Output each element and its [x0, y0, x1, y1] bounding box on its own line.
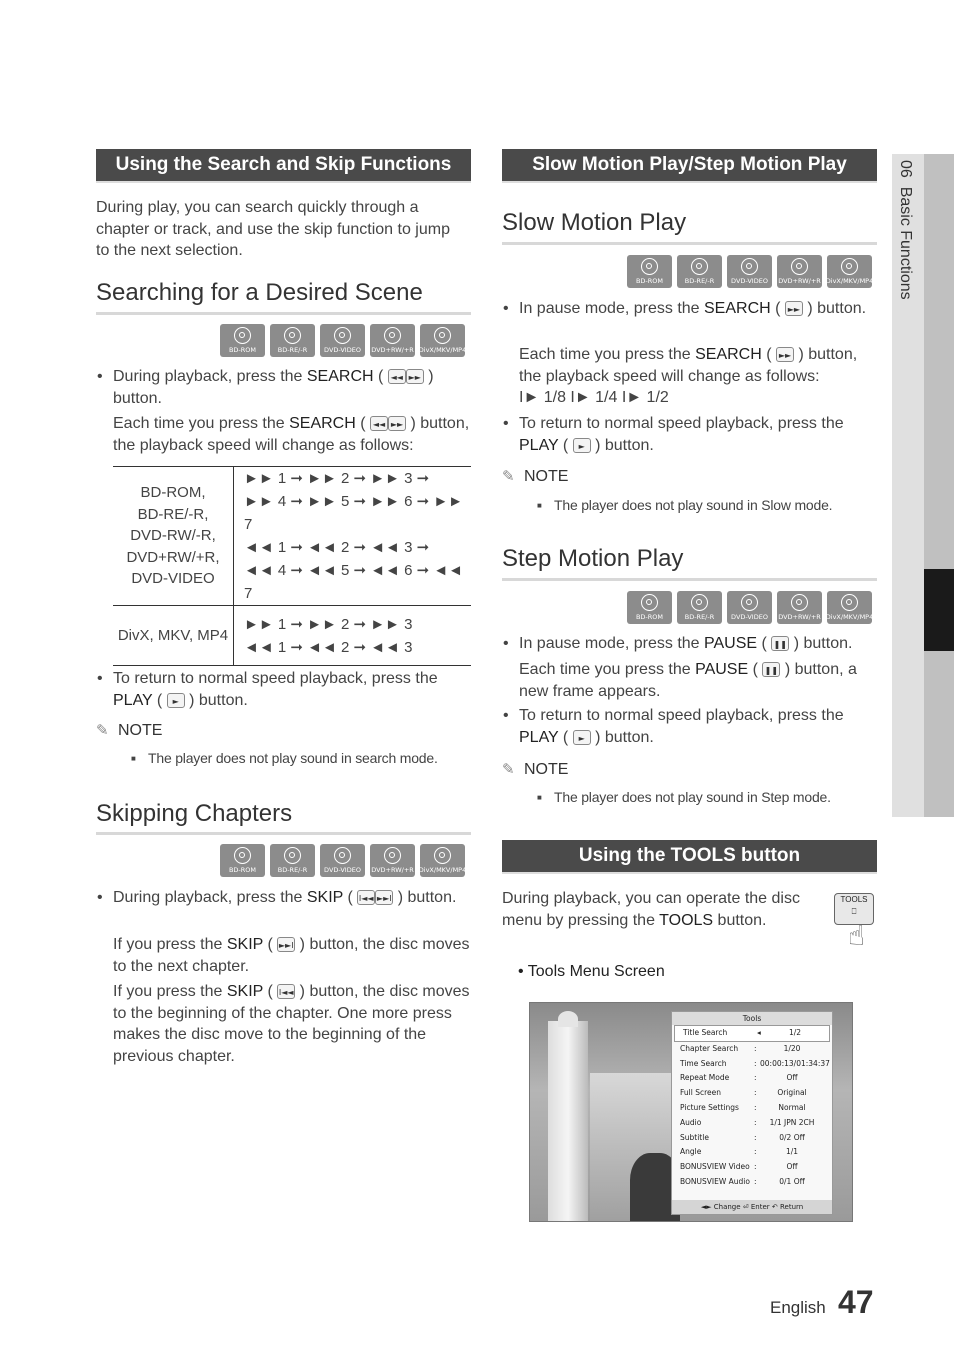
- tools-menu-row[interactable]: [672, 1057, 832, 1072]
- tools-menu-separator: :: [754, 1058, 757, 1068]
- disc-icons-search: [220, 324, 465, 357]
- heading-rule: [96, 832, 471, 835]
- bd-rom-disc-icon: BD-ROM: [220, 844, 265, 877]
- tools-menu-label: Audio: [680, 1117, 702, 1127]
- tools-menu-label: Subtitle: [680, 1132, 709, 1142]
- tools-menu-label: BONUSVIEW Audio: [680, 1176, 750, 1186]
- bd-re-disc-icon: BD-RE/-R: [270, 324, 315, 357]
- search-skip-intro: During play, you can search quickly through a chapter or track, and use the skip function to jump to the next selection.: [96, 199, 450, 259]
- skip-forward-icon: ►►I: [277, 937, 295, 952]
- step-bullet-1-sub: Each time you press the PAUSE ( ❚❚ ) button, a new frame appears.: [519, 661, 857, 700]
- tools-menu-label: Repeat Mode: [680, 1073, 730, 1083]
- search-bullet-1-sub: Each time you press the SEARCH ( ◄◄ ►► ) button, the playback speed will change as follows:: [113, 415, 470, 454]
- tools-menu-row[interactable]: [672, 1116, 832, 1131]
- tools-menu-label: BONUSVIEW Video: [680, 1162, 750, 1172]
- side-tab-strip: [924, 154, 954, 817]
- page-number: 47: [838, 1284, 874, 1320]
- note-heading-slow: ✎ NOTE: [502, 468, 569, 485]
- rewind-icon: ◄◄: [370, 416, 388, 431]
- pencil-icon: ✎: [502, 468, 515, 485]
- tools-bullet: • Tools Menu Screen: [518, 963, 665, 980]
- tools-menu-value: 1/20: [783, 1043, 801, 1053]
- slow-bullet-1: • In pause mode, press the SEARCH ( ►► ) button.: [519, 298, 879, 320]
- tools-menu-value: Original: [777, 1088, 807, 1098]
- step-bullet-2: • To return to normal speed playback, press the PLAY ( ► ) button.: [519, 705, 879, 748]
- fast-forward-icon: ►►: [406, 369, 424, 384]
- tools-menu-row[interactable]: [672, 1071, 832, 1086]
- dvd-video-disc-icon: DVD-VIDEO: [320, 324, 365, 357]
- dvd-rw-disc-icon: DVD+RW/+R: [370, 324, 415, 357]
- skip-bullet-1: • During playback, press the SKIP ( I◄◄ ►►I ) button.: [113, 887, 473, 909]
- pause-icon: ❚❚: [762, 662, 780, 677]
- play-icon: ►: [167, 693, 185, 708]
- bd-re-disc-icon: BD-RE/-R: [270, 844, 315, 877]
- heading-rule: [502, 242, 877, 245]
- tools-menu-separator: :: [754, 1132, 757, 1142]
- divx-disc-icon: DivX/MKV/MP4: [827, 591, 872, 624]
- skip-para-2: If you press the SKIP ( ►►I ) button, the disc moves to the next chapter.: [113, 936, 470, 975]
- section-header-slow-step: Slow Motion Play/Step Motion Play: [502, 149, 877, 183]
- note-heading-step: ✎ NOTE: [502, 761, 569, 778]
- minaret-image: [548, 1021, 588, 1221]
- search-bullet-1: • During playback, press the SEARCH ( ◄◄ ►► ) button.: [113, 366, 473, 409]
- tools-menu-value: 0/2 Off: [779, 1132, 805, 1142]
- skip-back-icon: I◄◄: [277, 984, 295, 999]
- rewind-icon: ◄◄: [388, 369, 406, 384]
- table-cell-speeds: ►► 1 ➞ ►► 2 ➞ ►► 3 ◄◄ 1 ➞ ◄◄ 2 ➞ ◄◄ 3: [234, 606, 472, 666]
- tools-menu-separator: :: [754, 1162, 757, 1172]
- tools-intro: During playback, you can operate the disc menu by pressing the TOOLS button.: [502, 890, 800, 929]
- bd-re-disc-icon: BD-RE/-R: [677, 591, 722, 624]
- dvd-video-disc-icon: DVD-VIDEO: [727, 255, 772, 288]
- tools-menu-value: Off: [786, 1162, 798, 1172]
- tools-menu-value: 0/1 Off: [779, 1176, 805, 1186]
- tools-menu-separator: :: [754, 1147, 757, 1157]
- dvd-video-disc-icon: DVD-VIDEO: [320, 844, 365, 877]
- tools-menu-separator: :: [754, 1088, 757, 1098]
- tools-menu-value: 1/1 JPN 2CH: [769, 1117, 815, 1127]
- skip-para-3: If you press the SKIP ( I◄◄ ) button, the disc moves to the beginning of the chapter. One more press makes the disc move to the beginning of the previous chapter.: [113, 983, 470, 1065]
- pencil-icon: ✎: [96, 722, 109, 739]
- slow-speed-sequence: I► 1/8 I► 1/4 I► 1/2: [519, 389, 669, 406]
- tools-menu-separator: :: [754, 1117, 757, 1127]
- disc-icons-slow: [627, 255, 872, 288]
- disc-icons-step: [627, 591, 872, 624]
- heading-skipping-chapters: Skipping Chapters: [96, 800, 293, 827]
- tools-menu-label: Full Screen: [680, 1088, 721, 1098]
- tools-menu-row[interactable]: [672, 1131, 832, 1146]
- side-tab-marker: [924, 569, 954, 651]
- pause-icon: ❚❚: [771, 636, 789, 651]
- fast-forward-icon: ►►: [785, 301, 803, 316]
- tools-menu-separator: :: [754, 1043, 757, 1053]
- tools-menu-screenshot: [529, 1002, 853, 1222]
- dvd-rw-disc-icon: DVD+RW/+R: [777, 255, 822, 288]
- tools-menu-value: 1/2: [788, 1028, 802, 1037]
- slow-bullet-1-sub: Each time you press the SEARCH ( ►► ) button, the playback speed will change as follows: I► 1/8 I► 1/4 I► 1/2: [519, 346, 858, 406]
- side-tab-text: [896, 160, 914, 300]
- search-speed-table: [113, 466, 471, 666]
- tools-menu-value: Off: [786, 1073, 798, 1083]
- tools-menu-row[interactable]: [672, 1042, 832, 1057]
- pencil-icon: ✎: [502, 761, 515, 778]
- slow-bullet-2: • To return to normal speed playback, press the PLAY ( ► ) button.: [519, 413, 879, 456]
- tools-menu-separator: ◂: [757, 1028, 761, 1037]
- tools-menu-footer: ◄► Change ⏎ Enter ↶ Return: [672, 1200, 832, 1214]
- table-row: [113, 467, 471, 606]
- tools-menu-value: Normal: [778, 1102, 806, 1112]
- tools-menu-value: 00:00:13/01:34:37: [760, 1058, 830, 1068]
- heading-step-motion: Step Motion Play: [502, 545, 684, 572]
- table-row: [113, 606, 471, 666]
- footer-language: English: [770, 1298, 826, 1317]
- search-bullet-2: • To return to normal speed playback, press the PLAY ( ► ) button.: [113, 668, 473, 711]
- tools-menu-row[interactable]: [672, 1175, 832, 1190]
- tools-menu-separator: :: [754, 1073, 757, 1083]
- heading-slow-motion: Slow Motion Play: [502, 209, 687, 236]
- tools-remote-icon: [834, 893, 874, 955]
- tools-menu-label: Picture Settings: [680, 1102, 739, 1112]
- tools-menu-row[interactable]: [672, 1145, 832, 1160]
- tools-menu-panel: [671, 1011, 833, 1215]
- tools-menu-label: Time Search: [680, 1058, 727, 1068]
- fast-forward-icon: ►►: [388, 416, 406, 431]
- tools-button-icon: TOOLS ⎕: [834, 893, 874, 925]
- bd-rom-disc-icon: BD-ROM: [220, 324, 265, 357]
- tools-menu-row[interactable]: [674, 1025, 830, 1042]
- skip-back-icon: I◄◄: [357, 890, 375, 905]
- note-search: ■ The player does not play sound in search mode.: [148, 750, 438, 766]
- chapter-side-tab: [892, 154, 954, 817]
- play-icon: ►: [573, 438, 591, 453]
- chapter-title: Basic Functions: [897, 186, 914, 300]
- bd-re-disc-icon: BD-RE/-R: [677, 255, 722, 288]
- tools-menu-rows: [672, 1025, 832, 1190]
- tools-menu-row[interactable]: [672, 1160, 832, 1175]
- tools-menu-label: Angle: [680, 1147, 702, 1157]
- table-cell-discs: BD-ROM, BD-RE/-R, DVD-RW/-R, DVD+RW/+R, DVD-VIDEO: [113, 467, 234, 606]
- tools-menu-row[interactable]: [672, 1086, 832, 1101]
- divx-disc-icon: DivX/MKV/MP4: [420, 324, 465, 357]
- heading-rule: [96, 312, 471, 315]
- tools-menu-separator: :: [754, 1176, 757, 1186]
- hand-icon: ☝: [848, 920, 866, 951]
- note-step: ■ The player does not play sound in Step mode.: [554, 789, 831, 805]
- tools-menu-value: 1/1: [785, 1147, 799, 1157]
- note-heading-search: ✎ NOTE: [96, 722, 163, 739]
- bd-rom-disc-icon: BD-ROM: [627, 255, 672, 288]
- heading-searching-scene: Searching for a Desired Scene: [96, 279, 423, 306]
- disc-icons-skip: [220, 844, 465, 877]
- dvd-video-disc-icon: DVD-VIDEO: [727, 591, 772, 624]
- tools-menu-title: Tools: [672, 1012, 832, 1025]
- minaret-dome: [558, 1011, 578, 1027]
- section-header-search-skip: Using the Search and Skip Functions: [96, 149, 471, 183]
- step-bullet-1: • In pause mode, press the PAUSE ( ❚❚ ) button.: [519, 633, 879, 655]
- section-header-tools: Using the TOOLS button: [502, 840, 877, 874]
- table-cell-speeds: ►► 1 ➞ ►► 2 ➞ ►► 3 ➞ ►► 4 ➞ ►► 5 ➞ ►► 6 ➞ ►► 7 ◄◄ 1 ➞ ◄◄ 2 ➞ ◄◄ 3 ➞ ◄◄ 4 ➞ ◄◄ 5 ➞ ◄◄ 6 ➞ ◄◄ 7: [234, 467, 472, 606]
- heading-rule: [502, 578, 877, 581]
- divx-disc-icon: DivX/MKV/MP4: [827, 255, 872, 288]
- tools-menu-label: Chapter Search: [680, 1043, 739, 1053]
- note-slow: ■ The player does not play sound in Slow mode.: [554, 497, 832, 513]
- bd-rom-disc-icon: BD-ROM: [627, 591, 672, 624]
- tools-menu-label: Title Search: [683, 1028, 728, 1037]
- fast-forward-icon: ►►: [776, 347, 794, 362]
- play-icon: ►: [573, 730, 591, 745]
- tools-menu-row[interactable]: [672, 1101, 832, 1116]
- table-cell-discs: DivX, MKV, MP4: [113, 606, 234, 666]
- chapter-number: 06: [897, 160, 914, 178]
- dvd-rw-disc-icon: DVD+RW/+R: [370, 844, 415, 877]
- divx-disc-icon: DivX/MKV/MP4: [420, 844, 465, 877]
- dvd-rw-disc-icon: DVD+RW/+R: [777, 591, 822, 624]
- tools-menu-separator: :: [754, 1102, 757, 1112]
- skip-forward-icon: ►►I: [375, 890, 393, 905]
